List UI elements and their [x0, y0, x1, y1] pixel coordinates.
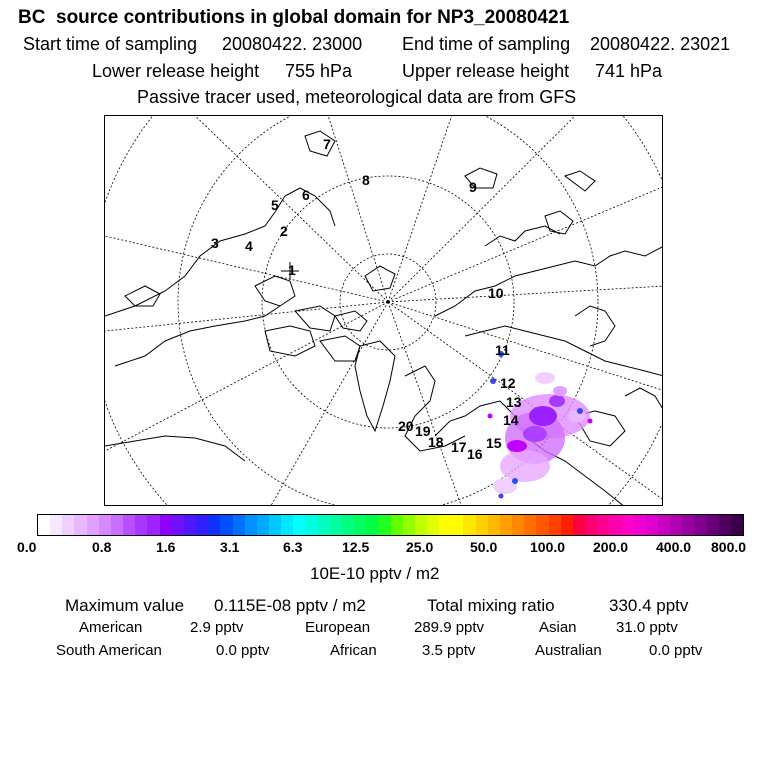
total-mixing-value: 330.4 pptv: [609, 596, 689, 615]
colorbar-swatch: [38, 515, 50, 535]
colorbar-swatch: [391, 515, 403, 535]
colorbar-swatch: [707, 515, 719, 535]
trajectory-label-2: 2: [280, 223, 288, 239]
colorbar-tick: 0.8: [92, 539, 112, 555]
colorbar-tick: 50.0: [470, 539, 498, 555]
colorbar-swatch: [536, 515, 548, 535]
region-name-american: American: [79, 619, 143, 636]
colorbar-tick: 12.5: [342, 539, 370, 555]
upper-release-value: 741 hPa: [595, 61, 663, 81]
colorbar-swatch: [597, 515, 609, 535]
colorbar-swatch: [585, 515, 597, 535]
colorbar-tick: 1.6: [156, 539, 176, 555]
colorbar-swatch: [184, 515, 196, 535]
colorbar-swatch: [342, 515, 354, 535]
max-value-label: Maximum value: [65, 596, 185, 615]
colorbar-swatch: [99, 515, 111, 535]
upper-release-label: Upper release height: [402, 61, 570, 81]
colorbar-swatch: [682, 515, 694, 535]
end-time-label: End time of sampling: [402, 34, 571, 54]
colorbar-swatch: [111, 515, 123, 535]
colorbar-swatch: [634, 515, 646, 535]
trajectory-label-5: 5: [271, 197, 279, 213]
colorbar-swatch: [500, 515, 512, 535]
colorbar-swatch: [512, 515, 524, 535]
colorbar-swatch: [463, 515, 475, 535]
region-value-european: 289.9 pptv: [414, 619, 485, 636]
colorbar-swatch: [719, 515, 731, 535]
colorbar-swatch: [196, 515, 208, 535]
colorbar-swatch: [609, 515, 621, 535]
colorbar-swatch: [488, 515, 500, 535]
colorbar-swatch: [439, 515, 451, 535]
colorbar-swatch: [366, 515, 378, 535]
trajectory-label-18: 18: [428, 434, 444, 450]
trajectory-label-1: 1: [288, 262, 296, 278]
colorbar-swatch: [354, 515, 366, 535]
colorbar-tick: 3.1: [220, 539, 240, 555]
trajectory-label-14: 14: [503, 412, 519, 428]
colorbar-unit: 10E-10 pptv / m2: [310, 564, 440, 583]
trajectory-label-6: 6: [302, 187, 310, 203]
trajectory-label-9: 9: [469, 179, 477, 195]
end-time-value: 20080422. 23021: [590, 34, 731, 54]
colorbar-swatch: [378, 515, 390, 535]
colorbar-swatch: [451, 515, 463, 535]
colorbar-swatch: [403, 515, 415, 535]
colorbar-swatch: [731, 515, 743, 535]
colorbar-swatch: [549, 515, 561, 535]
trajectory-label-8: 8: [362, 172, 370, 188]
region-value-american: 2.9 pptv: [190, 619, 244, 636]
trajectory-label-11: 11: [495, 342, 510, 358]
colorbar-tick: 400.0: [656, 539, 692, 555]
colorbar-swatch: [74, 515, 86, 535]
region-value-asian: 31.0 pptv: [616, 619, 678, 636]
trajectory-label-17: 17: [451, 439, 467, 455]
trajectory-label-13: 13: [506, 394, 522, 410]
region-name-australian: Australian: [535, 642, 602, 659]
colorbar-tick: 200.0: [593, 539, 629, 555]
trajectory-label-19: 19: [415, 423, 431, 439]
colorbar-swatch: [172, 515, 184, 535]
colorbar-swatch: [573, 515, 585, 535]
lower-release-label: Lower release height: [92, 61, 260, 81]
trajectory-label-4: 4: [245, 238, 253, 254]
colorbar-swatch: [318, 515, 330, 535]
model-note: Passive tracer used, meteorological data are from GFS: [137, 87, 577, 107]
lower-release-value: 755 hPa: [285, 61, 353, 81]
start-time-value: 20080422. 23000: [222, 34, 363, 54]
colorbar-swatch: [208, 515, 220, 535]
polar-map: [105, 116, 663, 506]
trajectory-label-20: 20: [398, 418, 414, 434]
colorbar: [37, 514, 744, 536]
colorbar-swatch: [123, 515, 135, 535]
region-value-african: 3.5 pptv: [422, 642, 476, 659]
colorbar-swatch: [245, 515, 257, 535]
colorbar-swatch: [50, 515, 62, 535]
graticule: [105, 116, 663, 506]
region-name-european: European: [305, 619, 371, 636]
page-title: BC source contributions in global domain for NP3_20080421: [18, 7, 570, 28]
max-value: 0.115E-08 pptv / m2: [214, 596, 366, 615]
region-value-south-american: 0.0 pptv: [216, 642, 270, 659]
colorbar-swatch: [427, 515, 439, 535]
region-name-african: African: [330, 642, 377, 659]
trajectory-label-16: 16: [467, 446, 483, 462]
region-value-australian: 0.0 pptv: [649, 642, 703, 659]
colorbar-swatch: [281, 515, 293, 535]
colorbar-swatch: [257, 515, 269, 535]
colorbar-swatch: [330, 515, 342, 535]
colorbar-tick: 0.0: [17, 539, 37, 555]
colorbar-swatch: [305, 515, 317, 535]
colorbar-swatch: [293, 515, 305, 535]
coastlines: [105, 131, 663, 506]
colorbar-swatch: [62, 515, 74, 535]
colorbar-swatch: [269, 515, 281, 535]
trajectory-label-10: 10: [488, 285, 504, 301]
region-name-asian: Asian: [539, 619, 577, 636]
trajectory-label-12: 12: [500, 375, 516, 391]
colorbar-swatch: [415, 515, 427, 535]
colorbar-swatch: [147, 515, 159, 535]
colorbar-swatch: [160, 515, 172, 535]
colorbar-tick: 100.0: [530, 539, 566, 555]
colorbar-swatch: [658, 515, 670, 535]
colorbar-swatch: [135, 515, 147, 535]
colorbar-swatch: [524, 515, 536, 535]
colorbar-swatch: [87, 515, 99, 535]
map-panel: [104, 115, 663, 506]
trajectory-label-15: 15: [486, 435, 502, 451]
region-name-south-american: South American: [56, 642, 162, 659]
colorbar-swatch: [220, 515, 232, 535]
total-mixing-label: Total mixing ratio: [427, 596, 555, 615]
colorbar-swatch: [476, 515, 488, 535]
colorbar-swatch: [561, 515, 573, 535]
trajectory-label-7: 7: [323, 136, 331, 152]
colorbar-swatch: [646, 515, 658, 535]
start-time-label: Start time of sampling: [23, 34, 198, 54]
colorbar-tick: 800.0: [711, 539, 747, 555]
trajectory-label-3: 3: [211, 235, 219, 251]
colorbar-swatch: [694, 515, 706, 535]
colorbar-tick: 6.3: [283, 539, 303, 555]
colorbar-swatch: [622, 515, 634, 535]
colorbar-tick: 25.0: [406, 539, 434, 555]
colorbar-swatch: [670, 515, 682, 535]
colorbar-swatch: [233, 515, 245, 535]
